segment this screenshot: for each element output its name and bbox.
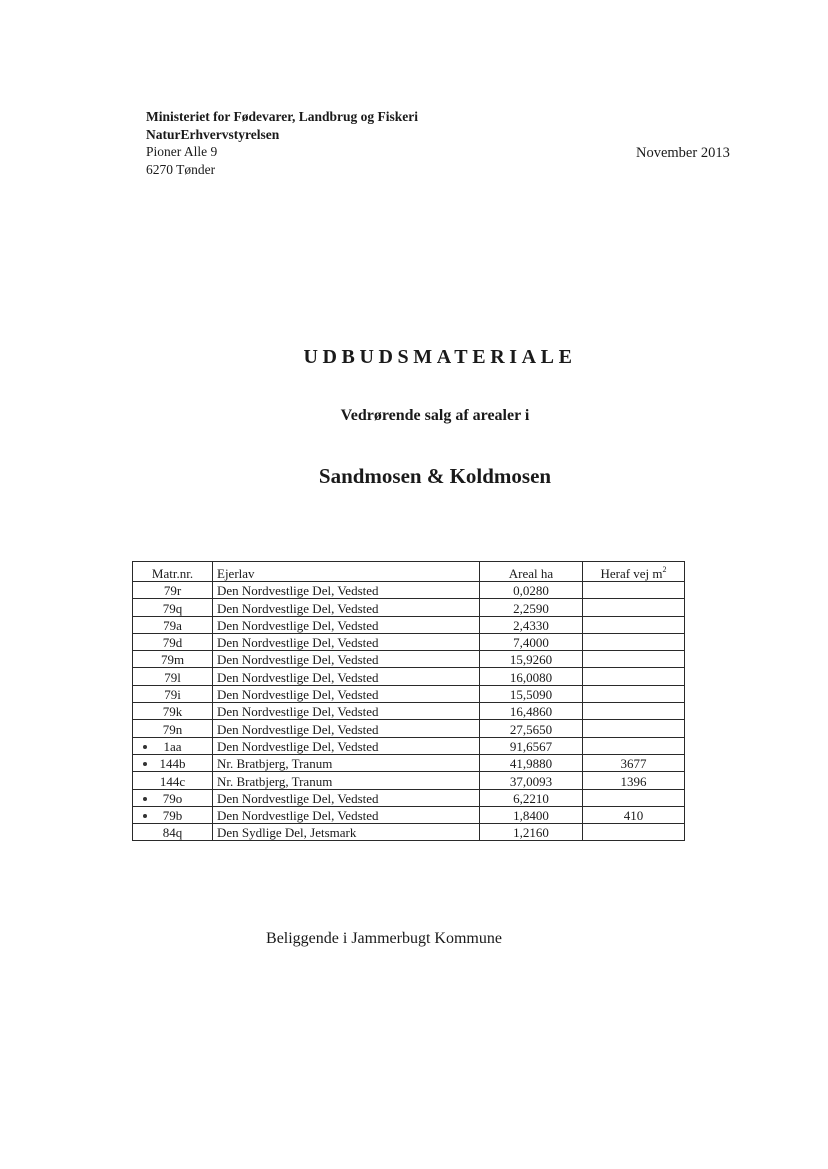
cell-matr [133, 616, 213, 633]
cell-matr [133, 789, 213, 806]
cell-ejerlav [213, 685, 480, 702]
table-row [133, 806, 685, 823]
cell-ejerlav [213, 824, 480, 841]
header-vej [583, 562, 685, 582]
table-row [133, 772, 685, 789]
cell-matr-text: 79a [163, 617, 182, 633]
cell-ejerlav-text: Den Nordvestlige Del, Vedsted [217, 617, 379, 633]
cell-ejerlav [213, 754, 480, 771]
cell-ejerlav [213, 616, 480, 633]
table-row [133, 703, 685, 720]
cell-areal [480, 582, 583, 599]
cell-areal [480, 599, 583, 616]
cell-ejerlav-text: Nr. Bratbjerg, Tranum [217, 773, 333, 789]
cell-vej [583, 599, 685, 616]
cell-areal-text: 1,2160 [513, 825, 549, 841]
sender-street: Pioner Alle 9 [146, 144, 218, 159]
cell-matr [133, 737, 213, 754]
cell-areal [480, 720, 583, 737]
sender-ministry: Ministeriet for Fødevarer, Landbrug og Fiskeri [146, 109, 418, 124]
cell-vej [583, 651, 685, 668]
cell-areal [480, 824, 583, 841]
cell-matr [133, 582, 213, 599]
cell-matr-text: 79m [160, 652, 185, 668]
row-marker-dot [143, 745, 147, 749]
cell-vej [583, 806, 685, 823]
cell-ejerlav [213, 633, 480, 650]
cell-matr-text: 84q [162, 825, 183, 841]
cell-vej [583, 668, 685, 685]
table-row [133, 789, 685, 806]
cell-areal [480, 754, 583, 771]
cell-matr [133, 720, 213, 737]
cell-areal-text: 16,4860 [509, 704, 553, 720]
cell-matr-text: 79l [164, 669, 181, 685]
cell-areal-text: 6,2210 [513, 790, 549, 806]
cell-areal [480, 633, 583, 650]
cell-vej [583, 772, 685, 789]
document-date: November 2013 [636, 145, 730, 161]
cell-vej-text: 3677 [620, 756, 647, 772]
cell-matr-text: 144c [159, 773, 186, 789]
cell-matr-text: 79r [163, 583, 182, 599]
cell-areal [480, 685, 583, 702]
cell-areal-text: 37,0093 [509, 773, 553, 789]
cell-ejerlav [213, 720, 480, 737]
cell-vej [583, 616, 685, 633]
cell-matr-text: 1aa [163, 738, 182, 754]
cell-areal [480, 703, 583, 720]
parcel-table [132, 561, 685, 841]
table-row [133, 651, 685, 668]
table-row [133, 685, 685, 702]
cell-ejerlav-text: Den Nordvestlige Del, Vedsted [217, 721, 379, 737]
sender-city: 6270 Tønder [146, 161, 216, 177]
cell-matr [133, 754, 213, 771]
header-vej-superscript: 2 [662, 565, 667, 574]
cell-ejerlav [213, 806, 480, 823]
cell-matr [133, 703, 213, 720]
cell-areal-text: 2,4330 [513, 617, 549, 633]
table-row [133, 633, 685, 650]
row-marker-dot [143, 797, 147, 801]
cell-matr [133, 685, 213, 702]
table-row [133, 582, 685, 599]
table-row [133, 616, 685, 633]
cell-ejerlav-text: Den Nordvestlige Del, Vedsted [217, 738, 379, 754]
cell-ejerlav-text: Den Nordvestlige Del, Vedsted [217, 704, 379, 720]
cell-matr [133, 599, 213, 616]
sender-address [146, 108, 418, 178]
cell-matr-text: 79q [162, 600, 183, 616]
cell-areal-text: 27,5650 [509, 721, 553, 737]
area-name: Sandmosen & Koldmosen [318, 464, 552, 488]
cell-ejerlav-text: Den Nordvestlige Del, Vedsted [217, 790, 379, 806]
cell-matr-text: 79n [162, 721, 183, 737]
cell-ejerlav-text: Den Nordvestlige Del, Vedsted [217, 669, 379, 685]
cell-vej-text: 410 [623, 808, 644, 824]
cell-areal-text: 41,9880 [509, 756, 553, 772]
table-row [133, 599, 685, 616]
cell-ejerlav [213, 651, 480, 668]
cell-ejerlav-text: Den Sydlige Del, Jetsmark [217, 825, 357, 841]
table-row [133, 824, 685, 841]
location-footer: Beliggende i Jammerbugt Kommune [266, 930, 502, 947]
cell-areal-text: 0,0280 [513, 583, 549, 599]
cell-ejerlav [213, 703, 480, 720]
row-marker-dot [143, 814, 147, 818]
cell-ejerlav-text: Den Nordvestlige Del, Vedsted [217, 687, 379, 703]
cell-vej [583, 703, 685, 720]
cell-matr-text: 79o [162, 790, 183, 806]
cell-ejerlav-text: Den Nordvestlige Del, Vedsted [217, 600, 379, 616]
cell-matr [133, 651, 213, 668]
table-row [133, 737, 685, 754]
cell-matr [133, 824, 213, 841]
table-row [133, 754, 685, 771]
header-matr: Matr.nr. [133, 562, 213, 582]
cell-matr [133, 806, 213, 823]
cell-areal [480, 651, 583, 668]
cell-matr-text: 79b [162, 808, 183, 824]
cell-matr [133, 633, 213, 650]
cell-ejerlav-text: Den Nordvestlige Del, Vedsted [217, 652, 379, 668]
cell-matr-text: 79k [162, 704, 183, 720]
cell-areal-text: 16,0080 [509, 669, 553, 685]
cell-ejerlav-text: Nr. Bratbjerg, Tranum [217, 756, 333, 772]
cell-areal-text: 7,4000 [513, 635, 549, 651]
cell-areal-text: 2,2590 [513, 600, 549, 616]
cell-ejerlav [213, 772, 480, 789]
cell-matr-text: 79d [162, 635, 183, 651]
document-subtitle: Vedrørende salg af arealer i [340, 407, 530, 424]
cell-vej [583, 582, 685, 599]
cell-ejerlav [213, 582, 480, 599]
cell-ejerlav-text: Den Nordvestlige Del, Vedsted [217, 583, 379, 599]
cell-areal [480, 616, 583, 633]
cell-vej [583, 685, 685, 702]
cell-ejerlav-text: Den Nordvestlige Del, Vedsted [217, 635, 379, 651]
cell-vej [583, 720, 685, 737]
table-row [133, 720, 685, 737]
cell-vej [583, 824, 685, 841]
cell-vej-text: 1396 [620, 773, 647, 789]
cell-ejerlav [213, 668, 480, 685]
cell-ejerlav [213, 737, 480, 754]
header-vej-label: Heraf vej m [600, 566, 663, 581]
cell-areal-text: 15,9260 [509, 652, 553, 668]
header-ejerlav: Ejerlav [213, 562, 480, 582]
row-marker-dot [143, 762, 147, 766]
table-header-row [133, 562, 685, 582]
cell-ejerlav-text: Den Nordvestlige Del, Vedsted [217, 808, 379, 824]
cell-matr-text: 79i [164, 687, 181, 703]
cell-vej [583, 789, 685, 806]
cell-areal [480, 789, 583, 806]
cell-ejerlav [213, 599, 480, 616]
cell-areal [480, 737, 583, 754]
table-row [133, 668, 685, 685]
cell-matr [133, 668, 213, 685]
cell-vej [583, 754, 685, 771]
document-title: UDBUDSMATERIALE [303, 346, 577, 368]
header-areal: Areal ha [480, 562, 583, 582]
cell-areal [480, 806, 583, 823]
cell-areal [480, 668, 583, 685]
sender-agency: NaturErhvervstyrelsen [146, 126, 280, 142]
cell-areal [480, 772, 583, 789]
cell-areal-text: 91,6567 [509, 738, 553, 754]
cell-matr [133, 772, 213, 789]
cell-ejerlav [213, 789, 480, 806]
cell-vej [583, 633, 685, 650]
parcel-table-body [133, 582, 685, 841]
cell-areal-text: 15,5090 [509, 687, 553, 703]
cell-vej [583, 737, 685, 754]
cell-areal-text: 1,8400 [513, 808, 549, 824]
cell-matr-text: 144b [159, 756, 186, 772]
